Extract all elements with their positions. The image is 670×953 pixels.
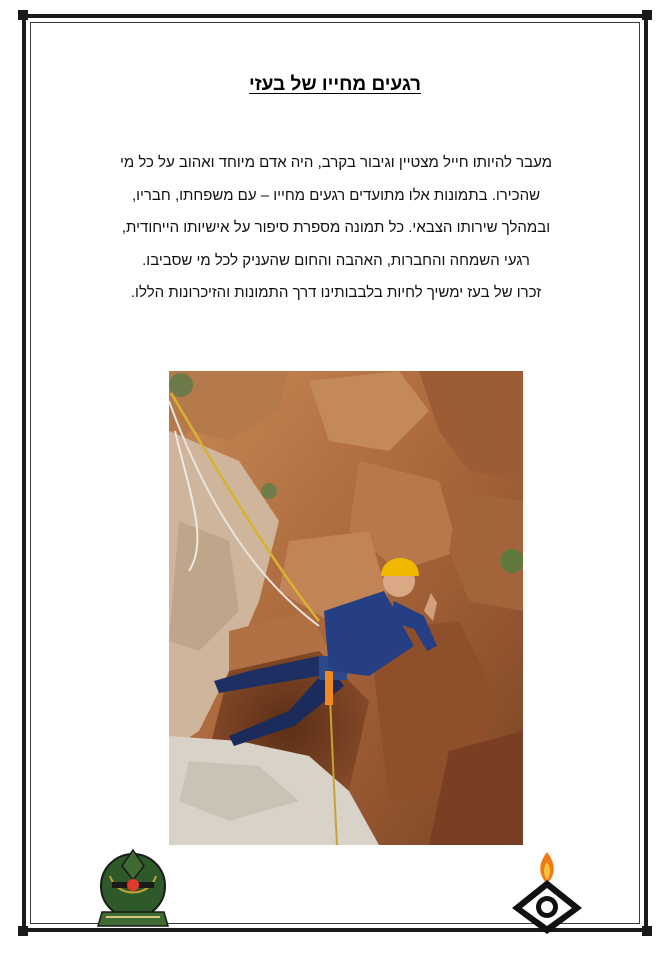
- memorial-flame-icon: [508, 850, 586, 934]
- paragraph-line: מעבר להיותו חייל מצטיין וגיבור בקרב, היה אדם מיוחד ואהוב על כל מי: [119, 154, 553, 171]
- paragraph-line: ובמהלך שירותו הצבאי. כל תמונה מספרת סיפור על אישיותו הייחודית,: [121, 219, 551, 236]
- climber-photo-illustration: [169, 371, 523, 845]
- corps-insignia-emblem: [92, 846, 174, 934]
- border-corner: [642, 10, 652, 20]
- page-title-text: רגעים מחייו של בעזי: [248, 74, 421, 95]
- paragraph-line: זכרו של בעז ימשיך לחיות בלבבותינו דרך התמונות והזיכרונות הללו.: [130, 284, 542, 301]
- climber-photo: [169, 371, 523, 845]
- border-corner: [642, 926, 652, 936]
- memorial-flame-emblem: [508, 850, 586, 934]
- paragraph-line: רגעי השמחה והחברות, האהבה והחום שהעניק לכל מי שסביבו.: [142, 251, 530, 269]
- border-corner: [18, 926, 28, 936]
- memorial-paragraph: [70, 147, 602, 310]
- border-corner: [18, 10, 28, 20]
- corps-insignia-icon: [92, 846, 174, 934]
- page-title: [0, 74, 670, 96]
- paragraph-line: שהכירו. בתמונות אלו מתועדים רגעים מחייו – עם משפחתו, חבריו,: [131, 186, 541, 204]
